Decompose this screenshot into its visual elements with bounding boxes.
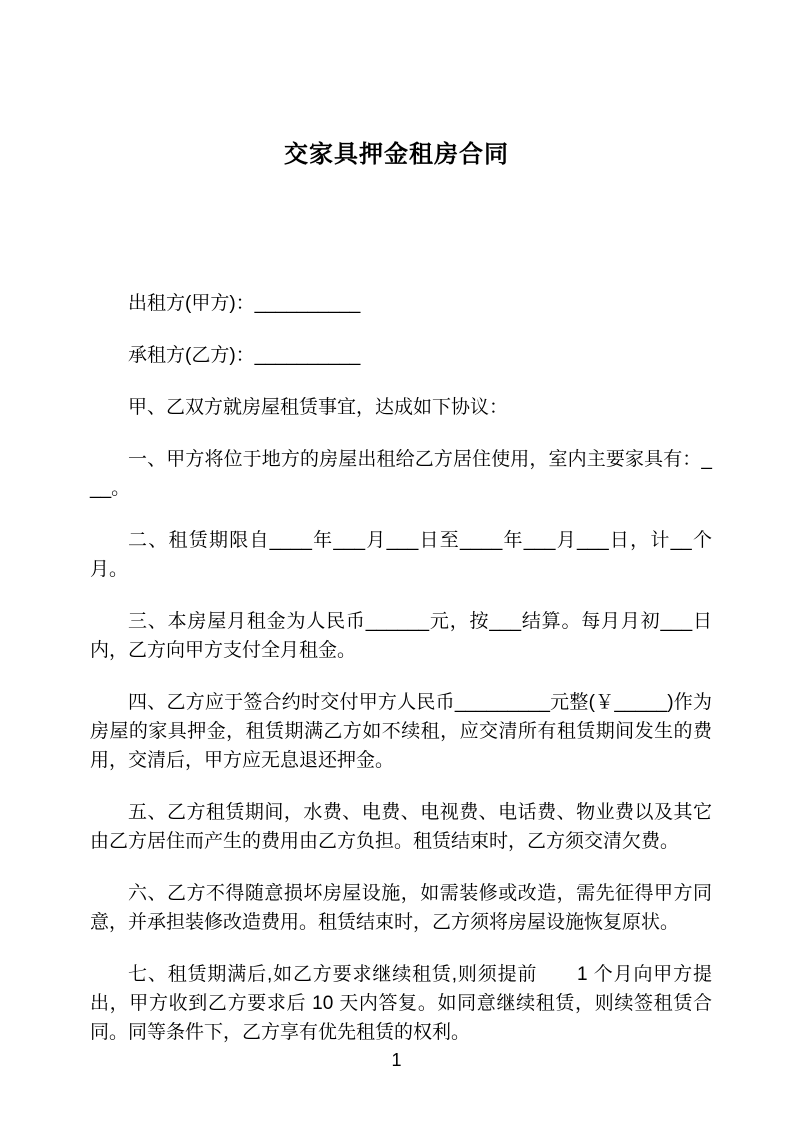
page-number: 1 <box>391 1050 402 1070</box>
clause-3-paragraph: 三、本房屋月租金为人民币______元，按___结算。每月月初___日内，乙方向甲方支付全月租金。 <box>90 611 712 661</box>
document-body <box>90 168 712 1047</box>
clause-5-paragraph: 五、乙方租赁期间，水费、电费、电视费、电话费、物业费以及其它由乙方居住而产生的费用由乙方负担。租赁结束时，乙方须交清欠费。 <box>90 802 712 852</box>
clause-2-paragraph: 二、租赁期限自____年___月___日至____年___月___日，计__个月。 <box>90 530 712 580</box>
preamble-paragraph: 甲、乙双方就房屋租赁事宜，达成如下协议： <box>128 397 509 418</box>
clause-4-paragraph: 四、乙方应于签合约时交付甲方人民币_________元整(￥_____)作为房屋的家具押金，租赁期满乙方如不续租，应交清所有租赁期间发生的费用，交清后，甲方应无息退还押金。 <box>90 692 712 771</box>
document-title: 交家具押金租房合同 <box>284 141 509 168</box>
clause-7-paragraph: 七、租赁期满后,如乙方要求继续租赁,则须提前 1 个月向甲方提出，甲方收到乙方要求后 10 天内答复。如同意继续租赁，则续签租赁合同。同等条件下，乙方享有优先租赁的权利。 <box>90 964 712 1043</box>
party-line-lessee: 承租方(乙方)：__________ <box>128 345 361 366</box>
clause-1-paragraph: 一、甲方将位于地方的房屋出租给乙方居住使用，室内主要家具有：___。 <box>90 449 712 499</box>
party-line-lessor: 出租方(甲方)：__________ <box>128 293 361 314</box>
clause-6-paragraph: 六、乙方不得随意损坏房屋设施，如需装修或改造，需先征得甲方同意，并承担装修改造费用。租赁结束时，乙方须将房屋设施恢复原状。 <box>90 883 712 933</box>
